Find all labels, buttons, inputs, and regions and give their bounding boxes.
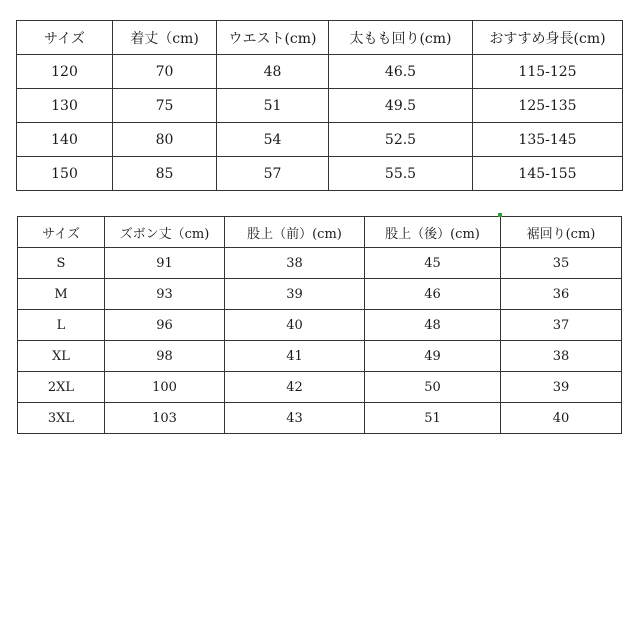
top-table-cell: 80 [113, 123, 217, 157]
bottom-table-cell: 48 [365, 310, 501, 341]
bottom-table-row [18, 403, 622, 434]
bottom-header-cell: ズボン丈（cm) [105, 217, 225, 248]
top-table-cell: 85 [113, 157, 217, 191]
bottom-table-body [18, 217, 622, 434]
bottom-table-cell: 100 [105, 372, 225, 403]
bottom-table-cell: 37 [501, 310, 622, 341]
bottom-table-cell: 38 [225, 248, 365, 279]
top-table-cell: 52.5 [329, 123, 473, 157]
bottom-table-cell: 91 [105, 248, 225, 279]
bottom-table-cell: 2XL [18, 372, 105, 403]
top-table-cell: 145-155 [473, 157, 623, 191]
top-table-row [17, 157, 623, 191]
bottom-table-cell: 46 [365, 279, 501, 310]
bottom-table-row [18, 341, 622, 372]
bottom-table-cell: 39 [225, 279, 365, 310]
top-header-cell: 着丈（cm) [113, 21, 217, 55]
bottom-table-row [18, 279, 622, 310]
top-header-cell: サイズ [17, 21, 113, 55]
top-table-cell: 54 [217, 123, 329, 157]
bottom-table-cell: 41 [225, 341, 365, 372]
top-header-row [17, 21, 623, 55]
bottom-table-cell: 96 [105, 310, 225, 341]
bottom-table-cell: S [18, 248, 105, 279]
bottom-table-cell: L [18, 310, 105, 341]
top-table-cell: 135-145 [473, 123, 623, 157]
bottom-table-cell: 45 [365, 248, 501, 279]
bottom-table-cell: 38 [501, 341, 622, 372]
top-table-cell: 51 [217, 89, 329, 123]
bottom-table-row [18, 248, 622, 279]
top-table-cell: 130 [17, 89, 113, 123]
top-table-cell: 70 [113, 55, 217, 89]
bottom-header-cell: 股上（後）(cm) [365, 217, 501, 248]
bottom-table-cell: 98 [105, 341, 225, 372]
bottom-header-cell: サイズ [18, 217, 105, 248]
top-header-cell: ウエスト(cm) [217, 21, 329, 55]
top-header-cell: 太もも回り(cm) [329, 21, 473, 55]
kids-top-size-table [16, 20, 623, 191]
bottom-table-row [18, 310, 622, 341]
bottom-table-cell: 3XL [18, 403, 105, 434]
top-table-cell: 75 [113, 89, 217, 123]
top-table-row [17, 123, 623, 157]
top-table-cell: 140 [17, 123, 113, 157]
top-table-cell: 49.5 [329, 89, 473, 123]
top-table-cell: 125-135 [473, 89, 623, 123]
bottom-table-cell: 40 [225, 310, 365, 341]
bottom-table-cell: XL [18, 341, 105, 372]
bottom-table-cell: 36 [501, 279, 622, 310]
top-header-cell: おすすめ身長(cm) [473, 21, 623, 55]
bottom-table-cell: M [18, 279, 105, 310]
pants-size-table [17, 216, 622, 434]
top-table-cell: 46.5 [329, 55, 473, 89]
bottom-table-cell: 42 [225, 372, 365, 403]
bottom-table-cell: 39 [501, 372, 622, 403]
bottom-header-row [18, 217, 622, 248]
top-table-cell: 115-125 [473, 55, 623, 89]
bottom-header-cell: 裾回り(cm) [501, 217, 622, 248]
bottom-table-cell: 93 [105, 279, 225, 310]
top-table-cell: 57 [217, 157, 329, 191]
top-table-cell: 150 [17, 157, 113, 191]
bottom-table-row [18, 372, 622, 403]
top-table-body [17, 21, 623, 191]
bottom-table-cell: 103 [105, 403, 225, 434]
bottom-table-cell: 49 [365, 341, 501, 372]
bottom-table-cell: 50 [365, 372, 501, 403]
bottom-header-cell: 股上（前）(cm) [225, 217, 365, 248]
top-table-cell: 55.5 [329, 157, 473, 191]
top-table-cell: 48 [217, 55, 329, 89]
bottom-table-cell: 40 [501, 403, 622, 434]
cell-corner-marker [498, 213, 502, 217]
bottom-table-cell: 43 [225, 403, 365, 434]
bottom-table-cell: 35 [501, 248, 622, 279]
top-table-cell: 120 [17, 55, 113, 89]
top-table-row [17, 55, 623, 89]
bottom-table-cell: 51 [365, 403, 501, 434]
top-table-row [17, 89, 623, 123]
